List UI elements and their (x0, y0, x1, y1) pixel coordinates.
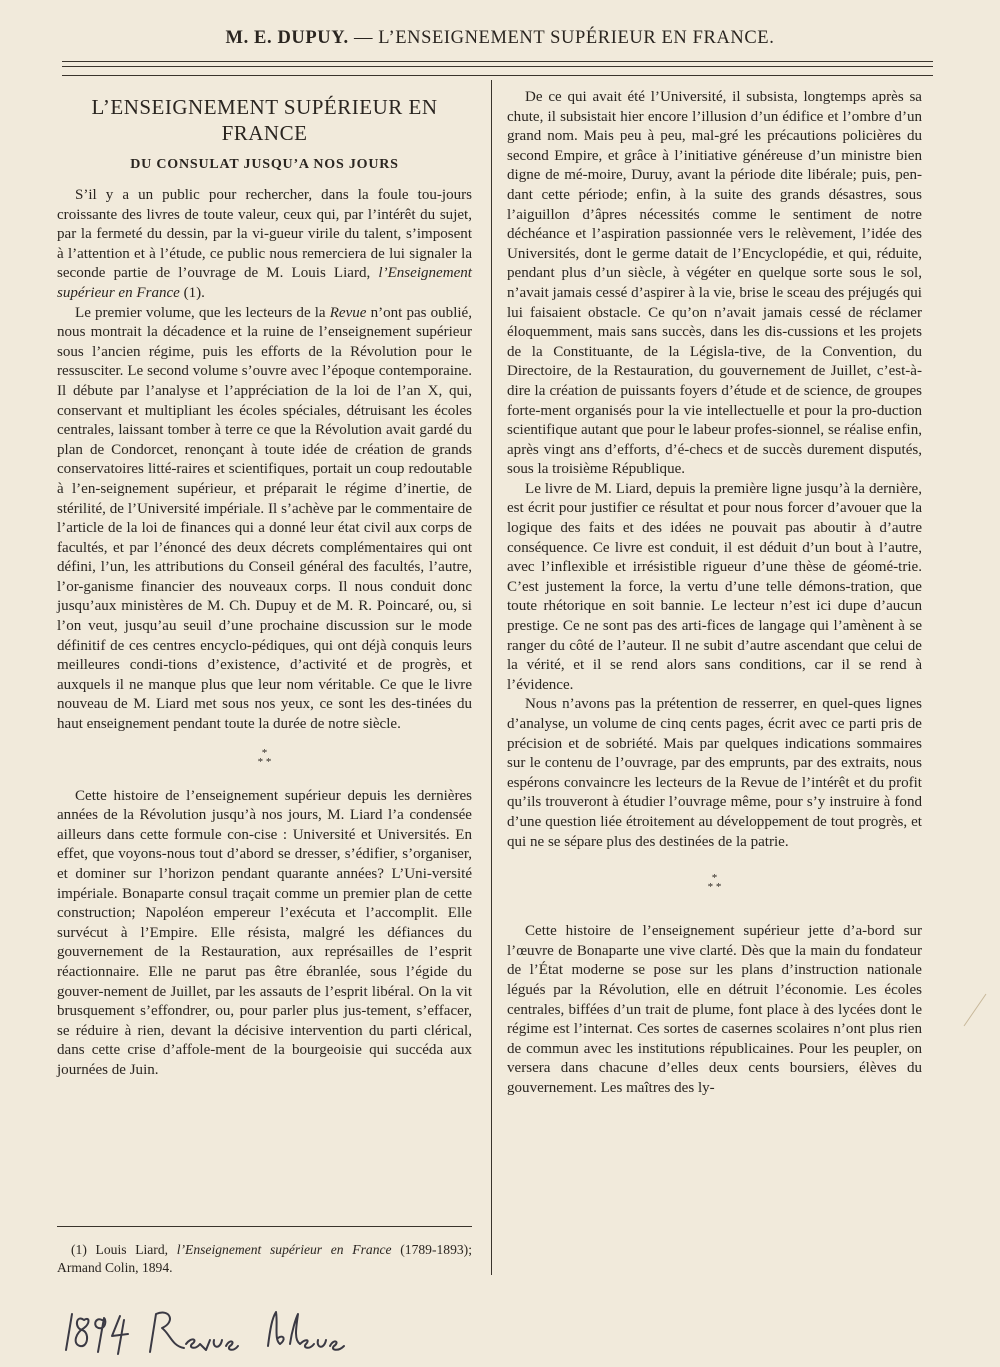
paragraph: Nous n’avons pas la prétention de resserrer, en quel-ques lignes d’analyse, un volume de cinq cents pages, écrit avec ce parti pris de précision et de sobriété. Mais par quelques indications sommaires sur le contenu de l’ouvrage, par des emprunts, par des extraits, nous espérons convaincre les lecteurs de la Revue de l’intérêt et du profit qu’ils trouveront à étudier l’ouvrage même, pour s’y instruire à fond d’une question liée étroitement au développement de tout progrès, et qui ne se sépare plus des destinées de la patrie. (507, 696, 922, 850)
book-title-italic: l’Enseignement supérieur en France (57, 265, 472, 301)
asterism-bottom: * * (707, 881, 722, 894)
paragraph (57, 304, 472, 735)
paragraph-text: (1). (179, 284, 205, 301)
paragraph: Cette histoire de l’enseignement supérieur jette d’a-bord sur l’œuvre de Bonaparte une vive clarté. Dès que la main du fondateur de l’État moderne se pose sur les plans d’instruction nationale légués par la Révolution, elle en détruit l’économie. Les écoles centrales, biffées d’un trait de plume, font place à des lycées dont le régime est l’internat. Ces sortes de casernes scolaires n’ont plus rien de commun avec les institutions républicaines. Pour les peupler, on versera dans chacune d’elles deux cents boursiers, élèves du gouvernement. Les maîtres des ly- (507, 923, 922, 1096)
asterism-bottom: * * (257, 755, 272, 768)
right-column (507, 88, 922, 1099)
header-rule-top (62, 61, 933, 62)
paragraph: Le livre de M. Liard, depuis la première ligne jusqu’à la dernière, est écrit pour justifier ce résultat et pour nous forcer d’avouer que la logique des faits et des idées ne pouvait pas aboutir à d’autre conséquence. Ce livre est conduit, il est déduit d’un bout à l’autre, avec l’inflexible et irrésistible rigueur d’une thèse de géomé-trie. C’est justement la force, la vertu d’une telle démons-tration, que toute rhétorique en soit bannie. Le lecteur n’est ici dupe d’aucun prestige. Ce ne sont pas des arti-fices de langage qui l’amènent à se ranger du côté de l’auteur. Il ne subit d’autre ascendant que celui de la vérité, et il se rend alors sans conditions, car il se rend à l’évidence. (507, 480, 922, 693)
left-column (57, 88, 472, 1081)
footnote-text: (1789-1893); Armand Colin, 1894. (57, 1242, 472, 1275)
header-rule-bottom (62, 75, 933, 76)
paragraph: De ce qui avait été l’Université, il subsista, longtemps après sa chute, il subsistait hier encore l’illusion d’un édifice et l’ombre d’un grand nom. Mais peu à peu, mal-gré les précautions policières du second Empire, et grâce à l’initiative généreuse d’un ministre bien digne de mé-moire, Duruy, avant la période dite libérale; puis, pen-dant cette période; enfin, à la suite des grands désastres, sous l’aiguillon d’âpres nécessités comme le sentiment de notre déchéance et l’aspiration passionnée vers le relèvement, l’idée des Universités, dont le germe datait de l’Encyclopédie, et qui, réduite, pendant plus d’un siècle, à végéter en quelque sorte sous le sol, n’avait jamais cessé d’aspirer à la vie, brise le sceau des préjugés qui lui faisaient obstacle. Ce qu’on n’avait jamais cessé de réclamer éloquemment, mais sans succès, dans les dis-cussions et les projets de la Constituante, de la Législa-tive, de la Convention, du Directoire, de la Restauration, du gouvernement de Juillet, c’est-à-dire la création de puissants foyers d’étude et de science, de groupes forte-ment organisés pour la vie intellectuelle et pour la pro-duction scientifique autant que pour le labeur profes-sionnel, se réalise enfin, après vingt ans d’efforts, d’é-checs et de succès durement disputés, sous la troisième République. (507, 89, 922, 478)
article-title: L’ENSEIGNEMENT SUPÉRIEUR EN FRANCE (91, 95, 438, 145)
asterism-top: * (261, 746, 268, 759)
handwritten-annotation (58, 1300, 378, 1358)
footnote-italic: l’Enseignement supérieur en France (176, 1242, 392, 1257)
paper-crease-mark (960, 990, 990, 1030)
header-title: — L’ENSEIGNEMENT SUPÉRIEUR EN FRANCE. (348, 28, 775, 48)
section-asterism (507, 874, 922, 892)
paragraph-text: S’il y a un public pour rechercher, dans la foule tou-jours croissante des livres de toute valeur, ceux qui, par l’intérêt du sujet, par la fermeté du dessin, par la vi-gueur virile du talent, s’imposent à l’attention et à l’étude, ce public nous remerciera de lui signaler la seconde partie de l’ouvrage de M. Louis Liard, (57, 187, 472, 282)
running-header (0, 28, 1000, 49)
header-author: M. E. DUPUY. (225, 28, 349, 48)
paragraph-text: Le premier volume, que les lecteurs de la (75, 304, 330, 321)
paragraph-text: n’ont pas oublié, nous montrait la décadence et la ruine de l’enseignement supérieur sous l’ancien régime, puis les efforts de la Révolution pour le ressusciter. Le second volume s’ouvre avec l’époque contemporaine. Il débute par l’analyse et l’appréciation de la loi de l’an X, qui, conservant et multipliant les écoles spéciales, détruisant les écoles centrales, laissant tomber à terre ce que la Révolution avait gardé du plan de Condorcet, renonçant à toute idée de création de grands conservatoires litté-raires et scientifiques, portait un coup redoutable à l’en-seignement supérieur, et préparait le régime d’inertie, de stérilité, de l’Université impériale. Il s’achève par le commentaire de l’article de la loi de finances qui a donné leur état civil aux corps de facultés, et par l’énoncé des deux décrets complémentaires qui ont défini, l’un, les attributions du Conseil général des facultés, l’autre, l’or-ganisme financier des nouveaux corps. Il nous conduit donc jusqu’aux ministères de M. Ch. Dupuy et de M. R. Poincaré, ou, si l’on veut, jusqu’au seuil d’une prochaine discussion sur le mode définitif de ces centres encyclo-pédiques, qui ont déjà conquis leurs meilleures condi-tions d’existence, d’activité et de progrès, et auxquels il ne manque plus que leur nom véritable. Ce que le livre nouveau de M. Liard met sous nos yeux, ce sont les des-tinées du haut enseignement pendant toute la durée de notre siècle. (57, 304, 473, 733)
column-divider (491, 80, 492, 1275)
asterism-top: * (711, 872, 718, 885)
footnote (57, 1241, 472, 1276)
article-subtitle: DU CONSULAT JUSQU’A NOS JOURS (130, 157, 399, 172)
section-asterism (57, 746, 472, 768)
paragraph (57, 186, 472, 304)
revue-italic: Revue (329, 304, 367, 321)
footnote-rule (57, 1226, 472, 1227)
paragraph: Cette histoire de l’enseignement supérieur depuis les dernières années de la Révolution jusqu’à nos jours, M. Liard l’a condensée ailleurs dans cette formule con-cise : Université et Universités. En effet, que voyons-nous tout d’abord se dresser, s’édifier, s’organiser, et dominer sur l’horizon pendant quarante années? L’Uni-versité impériale. Bonaparte consul traçait comme un premier plan de cette construction; Napoléon empereur l’exécuta et l’accomplit. Elle survécut à l’Empire. Elle résista, malgré les défiances du gouvernement de la Restauration, aux représailles de l’esprit réactionnaire. Elle ne parut pas être ébranlée, sous l’égide du gouver-nement de Juillet, par les assauts de l’esprit libéral. On la vit brusquement s’effondrer, ou, pour parler plus jus-tement, s’effacer, se réduire à rien, devant la décisive intervention du parti clérical, dans cette crise d’affole-ment de la bourgeoisie qui succéda aux journées de Juin. (57, 787, 472, 1078)
footnote-text: (1) Louis Liard, (71, 1242, 177, 1257)
header-rule-middle (62, 66, 933, 67)
